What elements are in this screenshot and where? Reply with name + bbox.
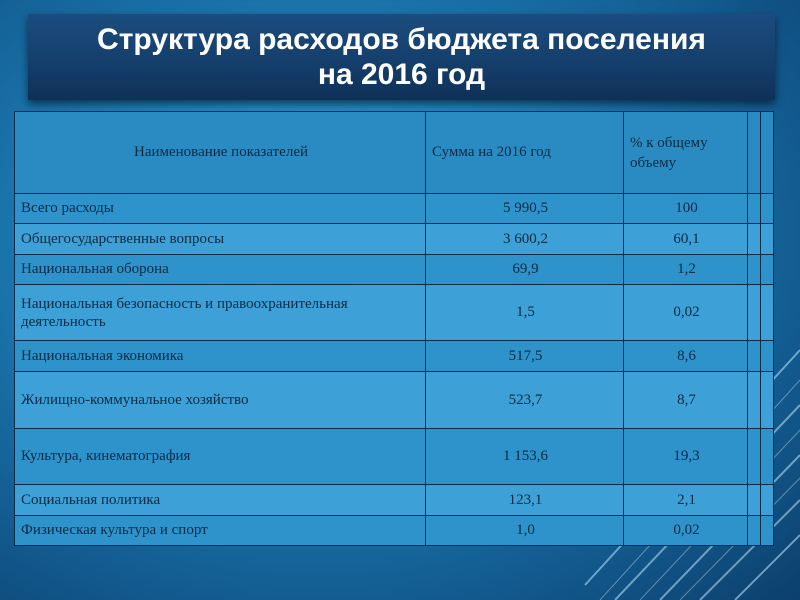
table-row	[15, 485, 774, 516]
header-sum: Сумма на 2016 год	[426, 112, 624, 194]
row-name: Общегосударственные вопросы	[15, 224, 426, 255]
row-pct: 2,1	[624, 485, 748, 516]
row-extra-1	[748, 194, 761, 224]
row-extra-2	[761, 255, 774, 285]
header-name: Наименование показателей	[15, 112, 426, 194]
row-extra-1	[748, 372, 761, 429]
table-row	[15, 285, 774, 341]
row-extra-2	[761, 194, 774, 224]
slide-title	[28, 14, 775, 100]
table-row	[15, 516, 774, 546]
row-name: Национальная экономика	[15, 341, 426, 372]
row-sum: 3 600,2	[426, 224, 624, 255]
table-row	[15, 429, 774, 485]
row-pct: 0,02	[624, 285, 748, 341]
row-extra-2	[761, 224, 774, 255]
row-sum: 517,5	[426, 341, 624, 372]
table-row	[15, 194, 774, 224]
row-sum: 1 153,6	[426, 429, 624, 485]
row-sum: 69,9	[426, 255, 624, 285]
row-sum: 5 990,5	[426, 194, 624, 224]
table-row	[15, 224, 774, 255]
row-extra-2	[761, 341, 774, 372]
table-row	[15, 372, 774, 429]
header-extra-2	[761, 112, 774, 194]
row-name: Физическая культура и спорт	[15, 516, 426, 546]
row-extra-1	[748, 224, 761, 255]
row-name: Социальная политика	[15, 485, 426, 516]
row-name: Национальная оборона	[15, 255, 426, 285]
table-row	[15, 255, 774, 285]
row-extra-1	[748, 485, 761, 516]
row-pct: 0,02	[624, 516, 748, 546]
table-header-row	[15, 112, 774, 194]
row-extra-1	[748, 285, 761, 341]
title-line-2: на 2016 год	[317, 58, 486, 91]
row-extra-2	[761, 285, 774, 341]
row-sum: 123,1	[426, 485, 624, 516]
header-extra-1	[748, 112, 761, 194]
row-pct: 100	[624, 194, 748, 224]
row-name: Всего расходы	[15, 194, 426, 224]
row-sum: 1,0	[426, 516, 624, 546]
row-extra-1	[748, 429, 761, 485]
header-pct: % к общему объему	[624, 112, 748, 194]
row-extra-1	[748, 255, 761, 285]
row-name: Национальная безопасность и правоохранительная деятельность	[15, 285, 426, 341]
row-pct: 19,3	[624, 429, 748, 485]
row-extra-2	[761, 485, 774, 516]
row-extra-1	[748, 516, 761, 546]
row-extra-2	[761, 372, 774, 429]
row-extra-2	[761, 429, 774, 485]
row-pct: 60,1	[624, 224, 748, 255]
row-pct: 1,2	[624, 255, 748, 285]
row-sum: 1,5	[426, 285, 624, 341]
row-sum: 523,7	[426, 372, 624, 429]
row-name: Жилищно-коммунальное хозяйство	[15, 372, 426, 429]
row-pct: 8,7	[624, 372, 748, 429]
budget-table	[14, 111, 774, 546]
row-name: Культура, кинематография	[15, 429, 426, 485]
title-line-1: Структура расходов бюджета поселения	[97, 23, 706, 56]
row-extra-2	[761, 516, 774, 546]
table-row	[15, 341, 774, 372]
row-extra-1	[748, 341, 761, 372]
row-pct: 8,6	[624, 341, 748, 372]
